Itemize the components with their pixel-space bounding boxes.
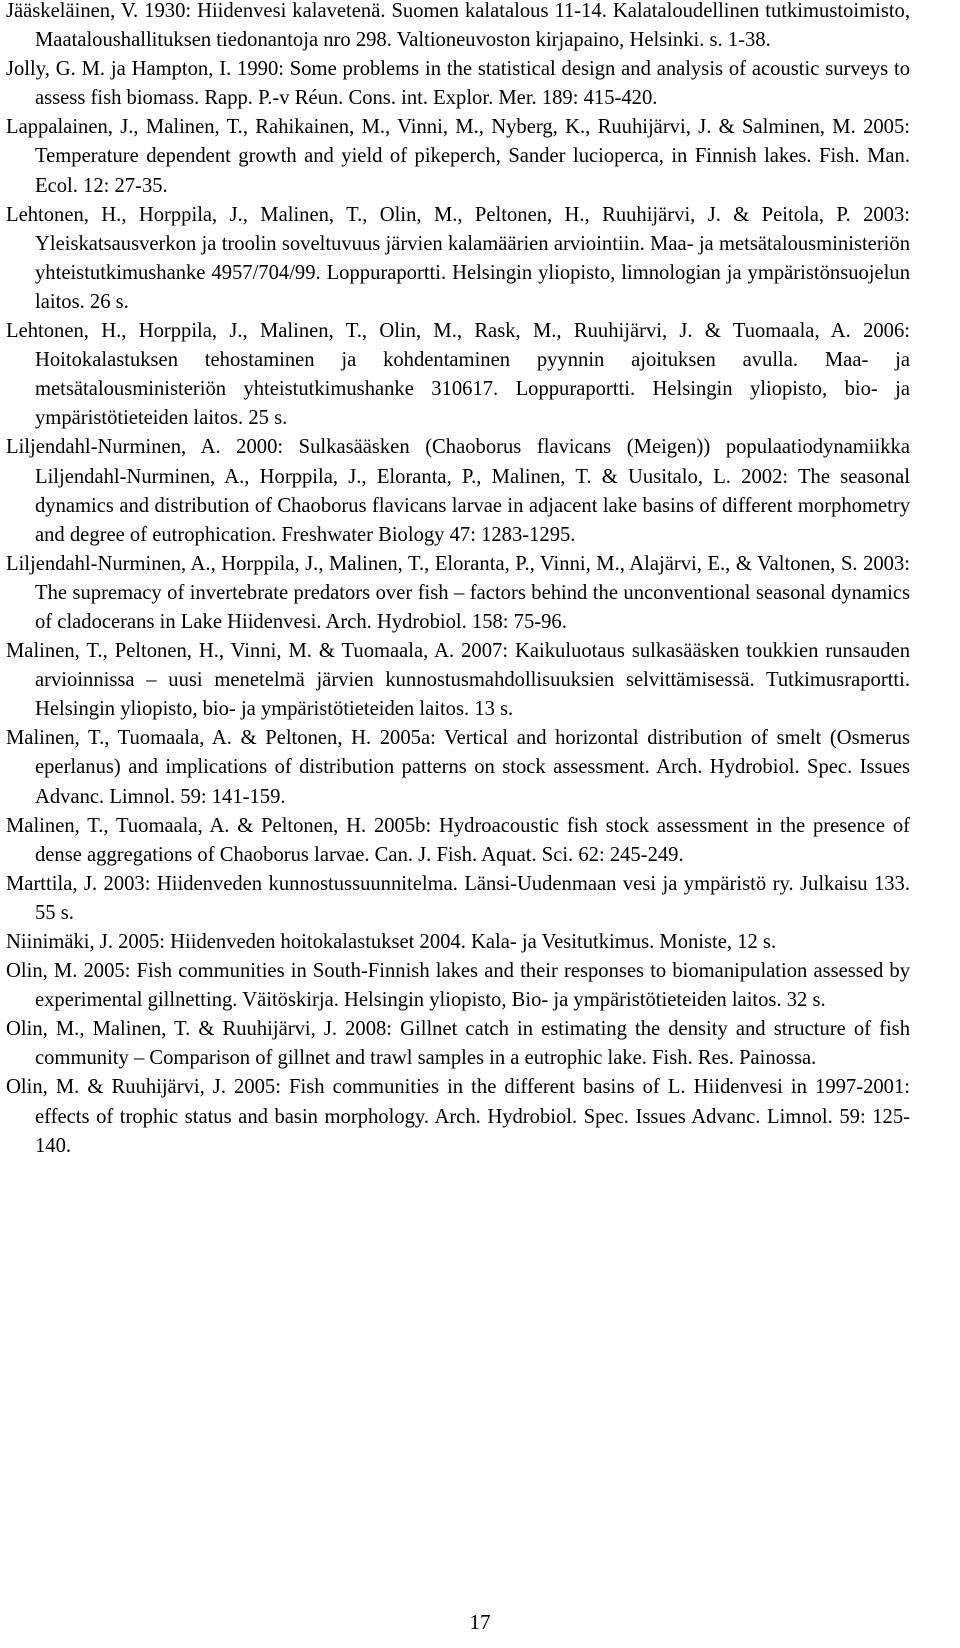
reference-entry: Marttila, J. 2003: Hiidenveden kunnostussuunnitelma. Länsi-Uudenmaan vesi ja ympäristö ry. Julkaisu 133. 55 s.	[6, 872, 910, 924]
reference-entry: Malinen, T., Peltonen, H., Vinni, M. & Tuomaala, A. 2007: Kaikuluotaus sulkasääsken toukkien runsauden arvioinnissa – uusi menetelmä järvien kunnostusmahdollisuuksien selvittämisessä. Tutkimusraportti. Helsingin yliopisto, bio- ja ympäristötieteiden laitos. 13 s.	[6, 640, 910, 721]
reference-entry: Liljendahl-Nurminen, A. 2000: Sulkasääsken (Chaoborus flavicans (Meigen)) populaatiodynamiikka Liljendahl-Nurminen, A., Horppila, J., Eloranta, P., Malinen, T. & Uusitalo, L. 2002: The seasonal dynamics and distribution of Chaoborus flavicans larvae in adjacent lake basins of different morphometry and degree of eutrophication. Freshwater Biology 47: 1283-1295.	[6, 436, 910, 546]
reference-entry: Olin, M. & Ruuhijärvi, J. 2005: Fish communities in the different basins of L. Hiidenvesi in 1997-2001: effects of trophic status and basin morphology. Arch. Hydrobiol. Spec. Issues Advanc. Limnol. 59: 125-140.	[6, 1076, 910, 1157]
reference-entry: Jääskeläinen, V. 1930: Hiidenvesi kalavetenä. Suomen kalatalous 11-14. Kalataloudellinen tutkimustoimisto, Maataloushallituksen tiedonantoja nro 298. Valtioneuvoston kirjapaino, Helsinki. s. 1-38.	[6, 0, 910, 52]
reference-entry: Jolly, G. M. ja Hampton, I. 1990: Some problems in the statistical design and analysis of acoustic surveys to assess fish biomass. Rapp. P.-v Réun. Cons. int. Explor. Mer. 189: 415-420.	[6, 58, 910, 110]
reference-entry: Lappalainen, J., Malinen, T., Rahikainen, M., Vinni, M., Nyberg, K., Ruuhijärvi, J. & Salminen, M. 2005: Temperature dependent growth and yield of pikeperch, Sander lucioperca, in Finnish lakes. Fish. Man. Ecol. 12: 27-35.	[6, 116, 910, 197]
reference-entry: Lehtonen, H., Horppila, J., Malinen, T., Olin, M., Rask, M., Ruuhijärvi, J. & Tuomaala, A. 2006: Hoitokalastuksen tehostaminen ja kohdentaminen pyynnin ajoituksen avulla. Maa- ja metsätalousministeriön yhteistutkimushanke 310617. Loppuraportti. Helsingin yliopisto, bio- ja ympäristötieteiden laitos. 25 s.	[6, 320, 910, 430]
reference-entry: Niinimäki, J. 2005: Hiidenveden hoitokalastukset 2004. Kala- ja Vesitutkimus. Moniste, 12 s.	[6, 931, 777, 953]
reference-list	[6, 0, 910, 1161]
reference-entry: Lehtonen, H., Horppila, J., Malinen, T., Olin, M., Peltonen, H., Ruuhijärvi, J. & Peitola, P. 2003: Yleiskatsausverkon ja troolin soveltuvuus järvien kalamäärien arviointiin. Maa- ja metsätalousministeriön yhteistutkimushanke 4957/704/99. Loppuraportti. Helsingin yliopisto, limnologian ja ympäristönsuojelun laitos. 26 s.	[6, 203, 910, 313]
page-number: 17	[469, 1610, 491, 1634]
reference-entry: Olin, M., Malinen, T. & Ruuhijärvi, J. 2008: Gillnet catch in estimating the density and structure of fish community – Comparison of gillnet and trawl samples in a eutrophic lake. Fish. Res. Painossa.	[6, 1018, 910, 1070]
reference-entry: Olin, M. 2005: Fish communities in South-Finnish lakes and their responses to biomanipulation assessed by experimental gillnetting. Väitöskirja. Helsingin yliopisto, Bio- ja ympäristötieteiden laitos. 32 s.	[6, 960, 910, 1012]
reference-entry: Malinen, T., Tuomaala, A. & Peltonen, H. 2005b: Hydroacoustic fish stock assessment in the presence of dense aggregations of Chaoborus larvae. Can. J. Fish. Aquat. Sci. 62: 245-249.	[6, 814, 910, 866]
reference-entry: Malinen, T., Tuomaala, A. & Peltonen, H. 2005a: Vertical and horizontal distribution of smelt (Osmerus eperlanus) and implications of distribution patterns on stock assessment. Arch. Hydrobiol. Spec. Issues Advanc. Limnol. 59: 141-159.	[6, 727, 910, 808]
reference-entry: Liljendahl-Nurminen, A., Horppila, J., Malinen, T., Eloranta, P., Vinni, M., Alajärvi, E., & Valtonen, S. 2003: The supremacy of invertebrate predators over fish – factors behind the unconventional seasonal dynamics of cladocerans in Lake Hiidenvesi. Arch. Hydrobiol. 158: 75-96.	[6, 552, 910, 633]
